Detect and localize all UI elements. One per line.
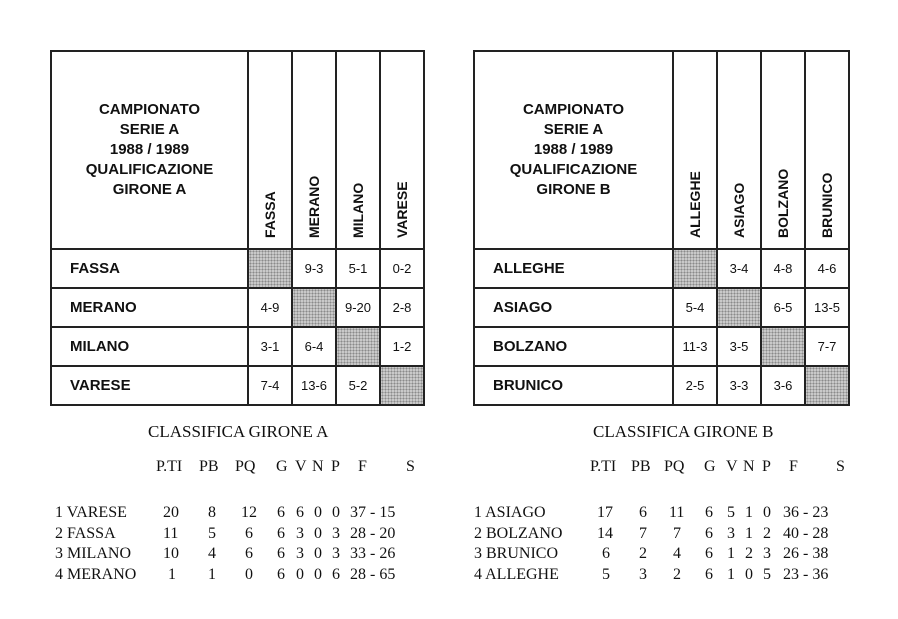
title-line: CAMPIONATO bbox=[522, 101, 625, 118]
cell-pb: 7 bbox=[639, 525, 647, 542]
title-line: 1988 / 1989 bbox=[109, 141, 190, 158]
cell-p: 6 bbox=[332, 566, 340, 583]
title-line: GIRONE A bbox=[112, 181, 187, 198]
row-team: MILANO bbox=[51, 327, 248, 366]
header-p: P bbox=[762, 458, 771, 475]
cell-n: 2 bbox=[745, 545, 753, 562]
score-cell: 5-4 bbox=[673, 288, 717, 327]
pos-team: 4 ALLEGHE bbox=[474, 566, 559, 583]
cell-p: 3 bbox=[332, 545, 340, 562]
score-cell: 5-1 bbox=[336, 249, 380, 288]
cell-n: 0 bbox=[314, 545, 322, 562]
cell-fs: 40 - 28 bbox=[783, 525, 829, 542]
cell-pb: 3 bbox=[639, 566, 647, 583]
cell-v: 6 bbox=[296, 504, 304, 521]
header-pti: P.TI bbox=[590, 458, 617, 475]
cell-p: 2 bbox=[763, 525, 771, 542]
table-row bbox=[474, 249, 849, 288]
score-cell: 7-7 bbox=[805, 327, 849, 366]
cell-pb: 1 bbox=[208, 566, 216, 583]
header-v: V bbox=[726, 458, 738, 475]
cell-pti: 5 bbox=[602, 566, 610, 583]
title-line: QUALIFICAZIONE bbox=[85, 161, 214, 178]
cell-fs: 28 - 65 bbox=[350, 566, 396, 583]
pos-team: 4 MERANO bbox=[55, 566, 137, 583]
cell-p: 3 bbox=[332, 525, 340, 542]
score-cell: 9-20 bbox=[336, 288, 380, 327]
cell-g: 6 bbox=[277, 525, 285, 542]
cell-v: 3 bbox=[727, 525, 735, 542]
cell-pti: 6 bbox=[602, 545, 610, 562]
pos-team: 2 FASSA bbox=[55, 525, 116, 542]
score-cell: 3-1 bbox=[248, 327, 292, 366]
cell-pti: 17 bbox=[597, 504, 613, 521]
cell-pti: 11 bbox=[163, 525, 179, 542]
pos-team: 3 MILANO bbox=[55, 545, 131, 562]
header-p: P bbox=[331, 458, 340, 475]
cell-pti: 14 bbox=[597, 525, 613, 542]
cell-pq: 2 bbox=[673, 566, 681, 583]
cell-g: 6 bbox=[705, 525, 713, 542]
cell-v: 3 bbox=[296, 525, 304, 542]
score-cell: 7-4 bbox=[248, 366, 292, 405]
standings-title-girone-b: CLASSIFICA GIRONE B bbox=[593, 422, 774, 441]
row-team: ASIAGO bbox=[474, 288, 673, 327]
results-grid-girone-b bbox=[473, 50, 850, 406]
column-header bbox=[805, 51, 849, 249]
header-f: F bbox=[358, 458, 367, 475]
cell-pb: 5 bbox=[208, 525, 216, 542]
column-header-label: BRUNICO bbox=[819, 172, 835, 238]
cell-n: 0 bbox=[314, 566, 322, 583]
cell-n: 0 bbox=[314, 504, 322, 521]
cell-g: 6 bbox=[705, 566, 713, 583]
blank-cell bbox=[336, 327, 380, 366]
blank-cell bbox=[673, 249, 717, 288]
cell-fs: 33 - 26 bbox=[350, 545, 396, 562]
cell-pb: 6 bbox=[639, 504, 647, 521]
cell-g: 6 bbox=[705, 545, 713, 562]
blank-cell bbox=[292, 288, 336, 327]
cell-fs: 36 - 23 bbox=[783, 504, 829, 521]
table-row bbox=[474, 288, 849, 327]
column-header bbox=[292, 51, 336, 249]
score-cell: 13-5 bbox=[805, 288, 849, 327]
score-cell: 4-6 bbox=[805, 249, 849, 288]
standings-row bbox=[0, 545, 898, 565]
table-title bbox=[474, 51, 673, 249]
header-g: G bbox=[704, 458, 716, 475]
header-pti: P.TI bbox=[156, 458, 183, 475]
score-cell: 6-4 bbox=[292, 327, 336, 366]
cell-pq: 6 bbox=[245, 525, 253, 542]
column-header bbox=[380, 51, 424, 249]
table-row bbox=[474, 366, 849, 405]
score-cell: 3-5 bbox=[717, 327, 761, 366]
pos-team: 1 VARESE bbox=[55, 504, 127, 521]
cell-n: 1 bbox=[745, 504, 753, 521]
cell-v: 3 bbox=[296, 545, 304, 562]
cell-p: 0 bbox=[332, 504, 340, 521]
score-cell: 2-8 bbox=[380, 288, 424, 327]
cell-v: 5 bbox=[727, 504, 735, 521]
title-line: 1988 / 1989 bbox=[533, 141, 614, 158]
blank-cell bbox=[248, 249, 292, 288]
cell-fs: 28 - 20 bbox=[350, 525, 396, 542]
row-team: BRUNICO bbox=[474, 366, 673, 405]
column-header-label: ASIAGO bbox=[731, 182, 747, 238]
cell-v: 0 bbox=[296, 566, 304, 583]
row-team: BOLZANO bbox=[474, 327, 673, 366]
header-n: N bbox=[312, 458, 324, 475]
table-row bbox=[51, 327, 424, 366]
standings-header-girone-b bbox=[0, 458, 898, 478]
column-header-label: MERANO bbox=[306, 175, 322, 238]
score-cell: 2-5 bbox=[673, 366, 717, 405]
score-cell: 4-9 bbox=[248, 288, 292, 327]
row-team: VARESE bbox=[51, 366, 248, 405]
blank-cell bbox=[761, 327, 805, 366]
header-n: N bbox=[743, 458, 755, 475]
cell-p: 0 bbox=[763, 504, 771, 521]
cell-fs: 37 - 15 bbox=[350, 504, 396, 521]
cell-n: 0 bbox=[745, 566, 753, 583]
blank-cell bbox=[380, 366, 424, 405]
cell-p: 3 bbox=[763, 545, 771, 562]
title-line: GIRONE B bbox=[536, 181, 611, 198]
row-team: MERANO bbox=[51, 288, 248, 327]
table-row bbox=[51, 249, 424, 288]
score-cell: 1-2 bbox=[380, 327, 424, 366]
score-cell: 3-3 bbox=[717, 366, 761, 405]
title-line: QUALIFICAZIONE bbox=[509, 161, 638, 178]
header-g: G bbox=[276, 458, 288, 475]
header-pb: PB bbox=[199, 458, 219, 475]
cell-pq: 11 bbox=[669, 504, 685, 521]
column-header bbox=[336, 51, 380, 249]
score-cell: 5-2 bbox=[336, 366, 380, 405]
column-header bbox=[761, 51, 805, 249]
cell-pb: 2 bbox=[639, 545, 647, 562]
cell-pti: 20 bbox=[163, 504, 179, 521]
cell-n: 1 bbox=[745, 525, 753, 542]
header-pq: PQ bbox=[235, 458, 256, 475]
table-row bbox=[51, 366, 424, 405]
title-line: CAMPIONATO bbox=[98, 101, 201, 118]
table-title bbox=[51, 51, 248, 249]
score-cell: 4-8 bbox=[761, 249, 805, 288]
cell-v: 1 bbox=[727, 545, 735, 562]
score-cell: 6-5 bbox=[761, 288, 805, 327]
column-header bbox=[248, 51, 292, 249]
column-header-label: ALLEGHE bbox=[687, 171, 703, 238]
cell-v: 1 bbox=[727, 566, 735, 583]
cell-pb: 4 bbox=[208, 545, 216, 562]
table-row bbox=[51, 288, 424, 327]
column-header-label: VARESE bbox=[394, 181, 410, 238]
results-grid-girone-a bbox=[50, 50, 425, 406]
header-f: F bbox=[789, 458, 798, 475]
cell-fs: 26 - 38 bbox=[783, 545, 829, 562]
cell-pq: 4 bbox=[673, 545, 681, 562]
column-header bbox=[717, 51, 761, 249]
cell-pq: 0 bbox=[245, 566, 253, 583]
table-row bbox=[474, 327, 849, 366]
cell-pq: 12 bbox=[241, 504, 257, 521]
cell-pti: 10 bbox=[163, 545, 179, 562]
column-header bbox=[673, 51, 717, 249]
score-cell: 9-3 bbox=[292, 249, 336, 288]
standings-title-girone-a: CLASSIFICA GIRONE A bbox=[148, 422, 329, 441]
header-s: S bbox=[406, 458, 415, 475]
cell-pq: 7 bbox=[673, 525, 681, 542]
cell-pti: 1 bbox=[168, 566, 176, 583]
standings-row bbox=[0, 504, 898, 524]
column-header-label: MILANO bbox=[350, 182, 366, 238]
cell-fs: 23 - 36 bbox=[783, 566, 829, 583]
score-cell: 13-6 bbox=[292, 366, 336, 405]
cell-g: 6 bbox=[277, 566, 285, 583]
cell-p: 5 bbox=[763, 566, 771, 583]
pos-team: 1 ASIAGO bbox=[474, 504, 546, 521]
standings-row bbox=[0, 525, 898, 545]
header-pb: PB bbox=[631, 458, 651, 475]
pos-team: 2 BOLZANO bbox=[474, 525, 563, 542]
cell-pq: 6 bbox=[245, 545, 253, 562]
header-pq: PQ bbox=[664, 458, 685, 475]
score-cell: 3-4 bbox=[717, 249, 761, 288]
column-header-label: FASSA bbox=[262, 191, 278, 238]
cell-n: 0 bbox=[314, 525, 322, 542]
cell-g: 6 bbox=[705, 504, 713, 521]
cell-g: 6 bbox=[277, 504, 285, 521]
score-cell: 3-6 bbox=[761, 366, 805, 405]
title-line: SERIE A bbox=[543, 121, 604, 138]
score-cell: 0-2 bbox=[380, 249, 424, 288]
cell-pb: 8 bbox=[208, 504, 216, 521]
title-line: SERIE A bbox=[119, 121, 180, 138]
cell-g: 6 bbox=[277, 545, 285, 562]
score-cell: 11-3 bbox=[673, 327, 717, 366]
header-v: V bbox=[295, 458, 307, 475]
column-header-label: BOLZANO bbox=[775, 168, 791, 238]
blank-cell bbox=[805, 366, 849, 405]
blank-cell bbox=[717, 288, 761, 327]
standings-row bbox=[0, 566, 898, 586]
row-team: ALLEGHE bbox=[474, 249, 673, 288]
row-team: FASSA bbox=[51, 249, 248, 288]
pos-team: 3 BRUNICO bbox=[474, 545, 559, 562]
header-s: S bbox=[836, 458, 845, 475]
